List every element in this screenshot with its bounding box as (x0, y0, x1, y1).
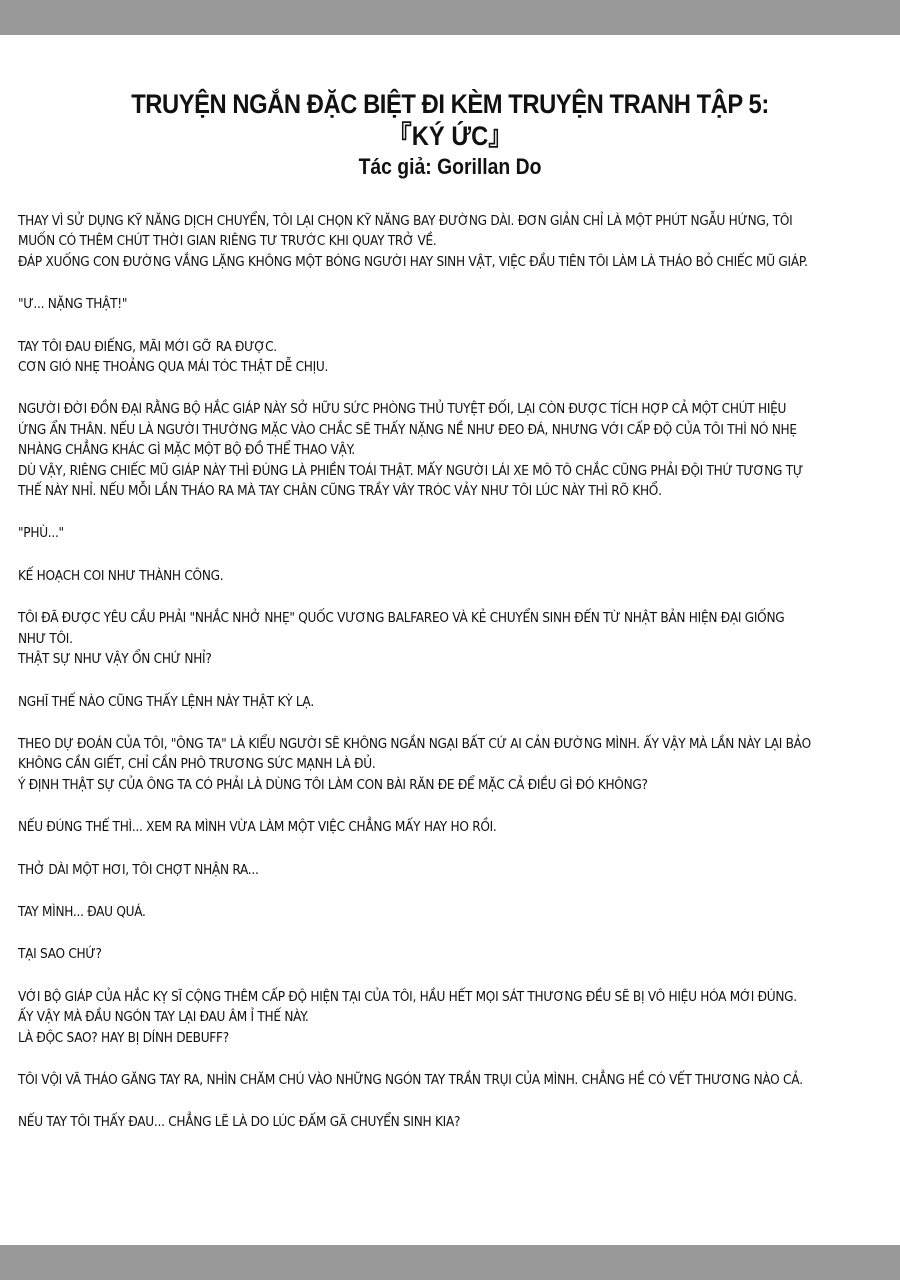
text-line: MUỐN CÓ THÊM CHÚT THỜI GIAN RIÊNG TƯ TRƯỚC KHI QUAY TRỞ VỀ. (18, 234, 437, 250)
text-line: NGHĨ THẾ NÀO CŨNG THẤY LỆNH NÀY THẬT KỲ LẠ. (18, 694, 315, 710)
story-author: Tác giả: Gorillan Do (358, 154, 542, 179)
text-line: TAY TÔI ĐAU ĐIẾNG, MÃI MỚI GỠ RA ĐƯỢC. (18, 339, 277, 355)
text-line: KHÔNG CẦN GIẾT, CHỈ CẦN PHÔ TRƯƠNG SỨC MẠNH LÀ ĐỦ. (18, 757, 376, 773)
paragraph (18, 400, 818, 502)
paragraph (18, 1071, 818, 1091)
text-line: TAY MÌNH... ĐAU QUÁ. (18, 904, 146, 920)
text-line: NHÀNG CHẲNG KHÁC GÌ MẶC MỘT BỘ ĐỒ THỂ THAO VẬY. (18, 443, 355, 459)
text-line: ỨNG ẨN THÂN. NẾU LÀ NGƯỜI THƯỜNG MẶC VÀO CHẮC SẼ THẤY NẶNG NỀ NHƯ ĐEO ĐÁ, NHƯNG VỚI CẤP ĐỘ CỦA TÔI THÌ NÓ NHẸ (18, 422, 797, 438)
text-line: THEO DỰ ĐOÁN CỦA TÔI, "ÔNG TA" LÀ KIỂU NGƯỜI SẼ KHÔNG NGẦN NGẠI BẤT CỨ AI CẢN ĐƯỜNG MÌNH. ẤY VẬY MÀ LẦN NÀY LẠI BẢO (18, 736, 811, 752)
text-line: ĐÁP XUỐNG CON ĐƯỜNG VẮNG LẶNG KHÔNG MỘT BÓNG NGƯỜI HAY SINH VẬT, VIỆC ĐẦU TIÊN TÔI LÀM LÀ THÁO BỎ CHIẾC MŨ GIÁP. (18, 254, 808, 270)
text-line: THẾ NÀY NHỈ. NẾU MỖI LẦN THÁO RA MÀ TAY CHÂN CŨNG TRẦY VÂY TRÓC VẢY NHƯ TÔI LÚC NÀY THÌ RÕ KHỔ. (18, 484, 662, 500)
text-line: THỞ DÀI MỘT HƠI, TÔI CHỢT NHẬN RA... (18, 862, 259, 878)
paragraph (18, 861, 818, 881)
text-line: ẤY VẬY MÀ ĐẦU NGÓN TAY LẠI ĐAU ÂM Ỉ THẾ NÀY. (18, 1010, 309, 1026)
text-line: KẾ HOẠCH COI NHƯ THÀNH CÔNG. (18, 568, 224, 584)
text-line: TÔI ĐÃ ĐƯỢC YÊU CẦU PHẢI "NHẮC NHỞ NHẸ" QUỐC VƯƠNG BALFAREO VÀ KẺ CHUYỂN SINH ĐẾN TỪ NHẬT BẢN HIỆN ĐẠI GIỐNG (18, 611, 785, 627)
text-line: THẬT SỰ NHƯ VẬY ỔN CHỨ NHỈ? (18, 652, 212, 668)
text-line: "PHÙ..." (18, 526, 64, 542)
paragraph (18, 567, 818, 587)
text-line: NẾU ĐÚNG THẾ THÌ... XEM RA MÌNH VỪA LÀM MỘT VIỆC CHẲNG MẤY HAY HO RỒI. (18, 820, 497, 836)
text-line: NHƯ TÔI. (18, 631, 73, 647)
paragraph (18, 693, 818, 713)
story-subtitle: 『KÝ ỨC』 (388, 121, 512, 151)
top-gray-bar (0, 0, 900, 35)
text-line: TÔI VỘI VÃ THÁO GĂNG TAY RA, NHÌN CHĂM CHÚ VÀO NHỮNG NGÓN TAY TRẦN TRỤI CỦA MÌNH. CHẲNG HỀ CÓ VẾT THƯƠNG NÀO CẢ. (18, 1072, 803, 1088)
paragraph (18, 338, 818, 379)
paragraph (18, 524, 818, 544)
paragraph (18, 1113, 818, 1133)
paragraph (18, 735, 818, 796)
bottom-gray-bar (0, 1245, 900, 1280)
paragraph (18, 295, 818, 315)
text-line: DÙ VẬY, RIÊNG CHIẾC MŨ GIÁP NÀY THÌ ĐÚNG LÀ PHIỀN TOÁI THẬT. MẤY NGƯỜI LÁI XE MÔ TÔ CHẮC CŨNG PHẢI ĐỘI THỨ TƯƠNG TỰ (18, 463, 804, 479)
text-line: LÀ ĐỘC SAO? HAY BỊ DÍNH DEBUFF? (18, 1030, 229, 1046)
text-line: TẠI SAO CHỨ? (18, 947, 102, 963)
paragraph (18, 988, 818, 1049)
paragraph (18, 818, 818, 838)
paragraph (18, 212, 818, 273)
paragraph (18, 609, 818, 670)
story-body (18, 212, 818, 1156)
text-line: "Ư... NẶNG THẬT!" (18, 297, 128, 313)
text-line: Ý ĐỊNH THẬT SỰ CỦA ÔNG TA CÓ PHẢI LÀ DÙNG TÔI LÀM CON BÀI RĂN ĐE ĐỂ MẶC CẢ ĐIỀU GÌ ĐÓ KHÔNG? (18, 777, 648, 793)
text-line: CƠN GIÓ NHẸ THOẢNG QUA MÁI TÓC THẬT DỄ CHỊU. (18, 360, 329, 376)
text-line: THAY VÌ SỬ DỤNG KỸ NĂNG DỊCH CHUYỂN, TÔI LẠI CHỌN KỸ NĂNG BAY ĐƯỜNG DÀI. ĐƠN GIẢN CHỈ LÀ MỘT PHÚT NGẪU HỨNG, TÔI (18, 214, 793, 229)
text-line: VỚI BỘ GIÁP CỦA HẮC KỴ SĨ CỘNG THÊM CẤP ĐỘ HIỆN TẠI CỦA TÔI, HẦU HẾT MỌI SÁT THƯƠNG ĐỀU SẼ BỊ VÔ HIỆU HÓA MỚI ĐÚNG. (18, 989, 797, 1005)
paragraph (18, 945, 818, 965)
story-title: TRUYỆN NGẮN ĐẶC BIỆT ĐI KÈM TRUYỆN TRANH TẬP 5: (131, 89, 769, 119)
page-header (0, 88, 900, 182)
text-line: NẾU TAY TÔI THẤY ĐAU... CHẲNG LẼ LÀ DO LÚC ĐẤM GÃ CHUYỂN SINH KIA? (18, 1115, 461, 1131)
paragraph (18, 903, 818, 923)
text-line: NGƯỜI ĐỜI ĐỒN ĐẠI RẰNG BỘ HẮC GIÁP NÀY SỞ HỮU SỨC PHÒNG THỦ TUYỆT ĐỐI, LẠI CÒN ĐƯỢC TÍCH HỢP CẢ MỘT CHÚT HIỆU (18, 402, 787, 418)
